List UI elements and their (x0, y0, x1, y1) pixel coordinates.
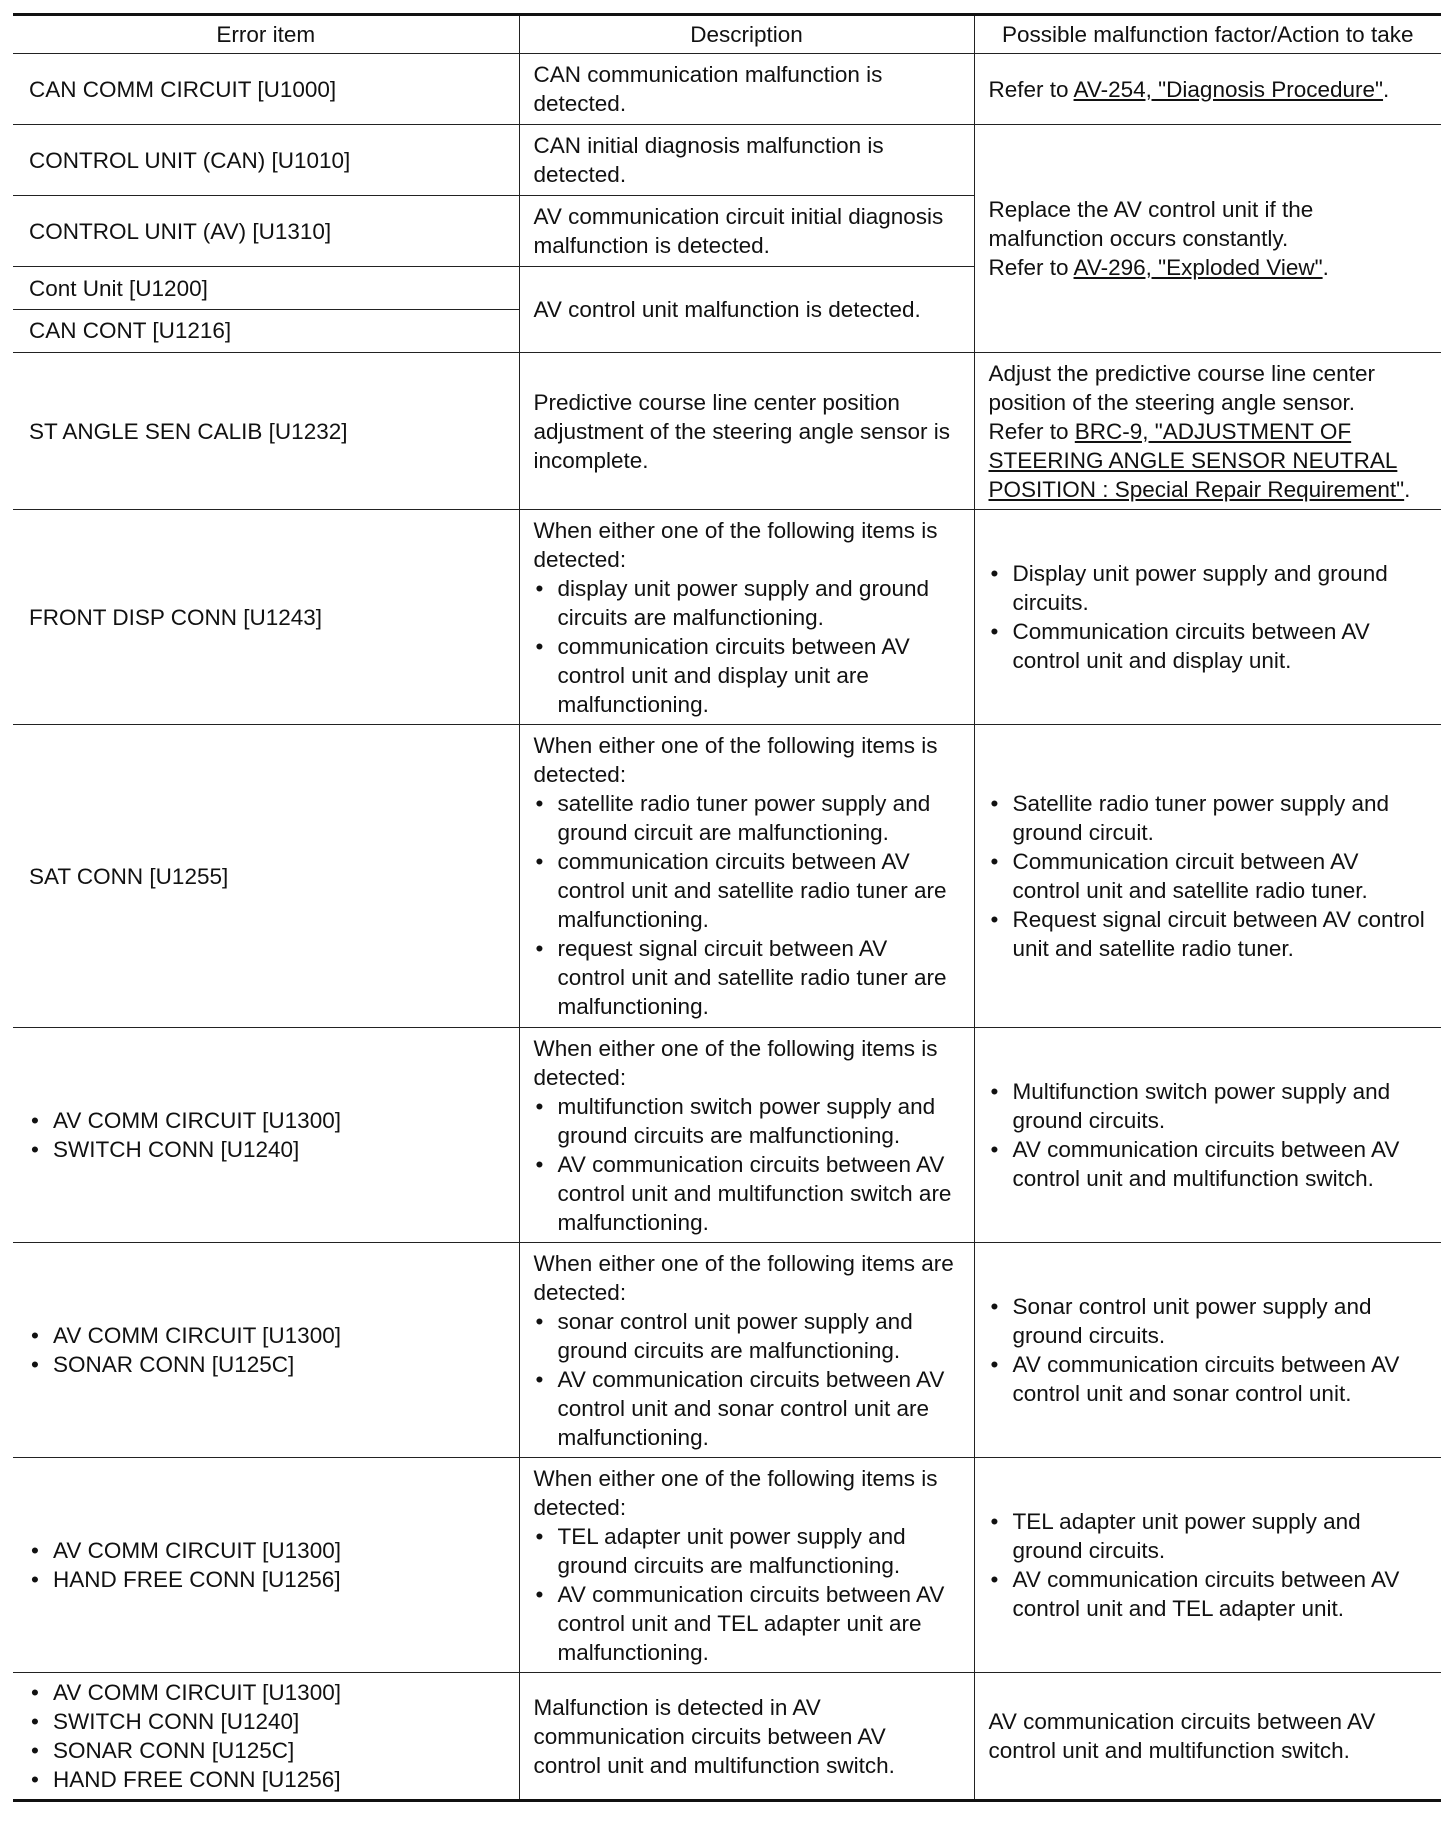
description-cell: AV control unit malfunction is detected. (519, 267, 974, 353)
table-row (13, 1243, 1441, 1458)
list-item: • TEL adapter unit power supply and ground circuits. (989, 1507, 1428, 1565)
action-cell (974, 510, 1441, 725)
action-cell (974, 1458, 1441, 1673)
table-row (13, 1458, 1441, 1673)
list-item: • AV COMM CIRCUIT [U1300] (29, 1321, 505, 1350)
reference-link[interactable]: AV-296, "Exploded View" (1073, 255, 1323, 280)
list-item: • AV COMM CIRCUIT [U1300] (29, 1106, 505, 1135)
list-item: • SONAR CONN [U125C] (29, 1350, 505, 1379)
action-list (989, 1292, 1428, 1408)
reference-link[interactable]: AV-254, "Diagnosis Procedure" (1073, 76, 1384, 102)
description-cell: When either one of the following items is detected: • TEL adapter unit power supply and ground circuits are malfunctioning. • AV communication circuits between AV control unit and TEL adapter unit are malfunctioning. (519, 1458, 974, 1673)
header-description: Description (519, 15, 974, 54)
list-item: • Request signal circuit between AV control unit and satellite radio tuner. (989, 905, 1428, 963)
error-item-list (29, 1106, 505, 1164)
error-item-list (29, 1678, 505, 1794)
error-item-cell: ST ANGLE SEN CALIB [U1232] (13, 353, 519, 510)
action-list (989, 1077, 1428, 1193)
description-cell: When either one of the following items is detected: • display unit power supply and ground circuits are malfunctioning. • communication circuits between AV control unit and display unit are malfunctioning. (519, 510, 974, 725)
list-item: • Communication circuit between AV control unit and satellite radio tuner. (989, 847, 1428, 905)
description-cell: CAN initial diagnosis malfunction is detected. (519, 125, 974, 196)
table-row (13, 1673, 1441, 1801)
error-item-cell (13, 1028, 519, 1243)
table-row (13, 510, 1441, 725)
list-item: • AV communication circuits between AV control unit and TEL adapter unit. (989, 1565, 1428, 1623)
header-row (13, 15, 1441, 54)
list-item: • AV communication circuits between AV control unit and TEL adapter unit are malfunctioning. (534, 1580, 960, 1667)
list-item: • Communication circuits between AV control unit and display unit. (989, 617, 1428, 675)
error-table (13, 13, 1441, 1802)
action-cell (974, 1243, 1441, 1458)
error-item-cell: SAT CONN [U1255] (13, 725, 519, 1028)
error-item-cell: CONTROL UNIT (AV) [U1310] (13, 196, 519, 267)
list-item: • AV communication circuits between AV control unit and sonar control unit are malfunctioning. (534, 1365, 960, 1452)
list-item: • AV COMM CIRCUIT [U1300] (29, 1536, 505, 1565)
error-item-sub: CAN CONT [U1216] (29, 318, 232, 343)
error-item-cell (13, 267, 519, 353)
header-action: Possible malfunction factor/Action to take (974, 15, 1441, 54)
list-item: • AV communication circuits between AV control unit and multifunction switch. (989, 1135, 1428, 1193)
list-item: • Satellite radio tuner power supply and ground circuit. (989, 789, 1428, 847)
description-cell: When either one of the following items is detected: • satellite radio tuner power supply and ground circuit are malfunctioning. • communication circuits between AV control unit and satellite radio tuner are malfunctioning. • request signal circuit between AV control unit and satellite radio tuner are malfunctioning. (519, 725, 974, 1028)
error-item-cell (13, 1673, 519, 1801)
action-list (989, 1507, 1428, 1623)
description-cell: AV communication circuit initial diagnosis malfunction is detected. (519, 196, 974, 267)
list-item: • request signal circuit between AV control unit and satellite radio tuner are malfunctioning. (534, 934, 960, 1021)
action-cell: Adjust the predictive course line center position of the steering angle sensor. Refer to BRC-9, "ADJUSTMENT OF STEERING ANGLE SENSOR NEUTRAL POSITION : Special Repair Requirement". (974, 353, 1441, 510)
error-item-cell (13, 1458, 519, 1673)
table-row (13, 125, 1441, 196)
list-item: • Display unit power supply and ground circuits. (989, 559, 1428, 617)
list-item: • HAND FREE CONN [U1256] (29, 1565, 505, 1594)
table-row (13, 353, 1441, 510)
table-row (13, 54, 1441, 125)
list-item: • SWITCH CONN [U1240] (29, 1135, 505, 1164)
error-item-sub: Cont Unit [U1200] (13, 274, 519, 310)
description-cell: When either one of the following items are detected: • sonar control unit power supply and ground circuits are malfunctioning. • AV communication circuits between AV control unit and sonar control unit are malfunctioning. (519, 1243, 974, 1458)
list-item: • Multifunction switch power supply and ground circuits. (989, 1077, 1428, 1135)
action-cell: AV communication circuits between AV control unit and multifunction switch. (974, 1673, 1441, 1801)
description-cell: Malfunction is detected in AV communication circuits between AV control unit and multifunction switch. (519, 1673, 974, 1801)
description-cell: When either one of the following items is detected: • multifunction switch power supply and ground circuits are malfunctioning. • AV communication circuits between AV control unit and multifunction switch are malfunctioning. (519, 1028, 974, 1243)
error-item-cell (13, 1243, 519, 1458)
description-list (534, 1092, 960, 1237)
list-item: • satellite radio tuner power supply and ground circuit are malfunctioning. (534, 789, 960, 847)
list-item: • AV communication circuits between AV control unit and sonar control unit. (989, 1350, 1428, 1408)
list-item: • Sonar control unit power supply and ground circuits. (989, 1292, 1428, 1350)
description-cell: CAN communication malfunction is detected. (519, 54, 974, 125)
list-item: • HAND FREE CONN [U1256] (29, 1765, 505, 1794)
list-item: • sonar control unit power supply and ground circuits are malfunctioning. (534, 1307, 960, 1365)
action-list (989, 789, 1428, 963)
action-list (989, 559, 1428, 675)
list-item: • SWITCH CONN [U1240] (29, 1707, 505, 1736)
description-list (534, 789, 960, 1021)
list-item: • display unit power supply and ground circuits are malfunctioning. (534, 574, 960, 632)
error-item-cell: CAN COMM CIRCUIT [U1000] (13, 54, 519, 125)
list-item: • TEL adapter unit power supply and ground circuits are malfunctioning. (534, 1522, 960, 1580)
description-list (534, 574, 960, 719)
action-cell: Refer to AV-254, "Diagnosis Procedure". (974, 54, 1441, 125)
list-item: • communication circuits between AV control unit and satellite radio tuner are malfunctioning. (534, 847, 960, 934)
error-item-list (29, 1536, 505, 1594)
action-cell: Replace the AV control unit if the malfunction occurs constantly. Refer to AV-296, "Exploded View". (974, 125, 1441, 353)
error-item-list (29, 1321, 505, 1379)
table-row (13, 1028, 1441, 1243)
action-cell (974, 1028, 1441, 1243)
error-item-cell: FRONT DISP CONN [U1243] (13, 510, 519, 725)
list-item: • AV communication circuits between AV control unit and multifunction switch are malfunctioning. (534, 1150, 960, 1237)
list-item: • SONAR CONN [U125C] (29, 1736, 505, 1765)
list-item: • multifunction switch power supply and ground circuits are malfunctioning. (534, 1092, 960, 1150)
list-item: • communication circuits between AV control unit and display unit are malfunctioning. (534, 632, 960, 719)
list-item: • AV COMM CIRCUIT [U1300] (29, 1678, 505, 1707)
description-list (534, 1522, 960, 1667)
error-table-container (13, 13, 1441, 1802)
reference-link[interactable]: BRC-9, "ADJUSTMENT OF STEERING ANGLE SENSOR NEUTRAL POSITION : Special Repair Requirement" (988, 418, 1405, 502)
table-row (13, 725, 1441, 1028)
description-cell: Predictive course line center position adjustment of the steering angle sensor is incomplete. (519, 353, 974, 510)
description-list (534, 1307, 960, 1452)
action-cell (974, 725, 1441, 1028)
header-error-item: Error item (13, 15, 519, 54)
error-item-cell: CONTROL UNIT (CAN) [U1010] (13, 125, 519, 196)
